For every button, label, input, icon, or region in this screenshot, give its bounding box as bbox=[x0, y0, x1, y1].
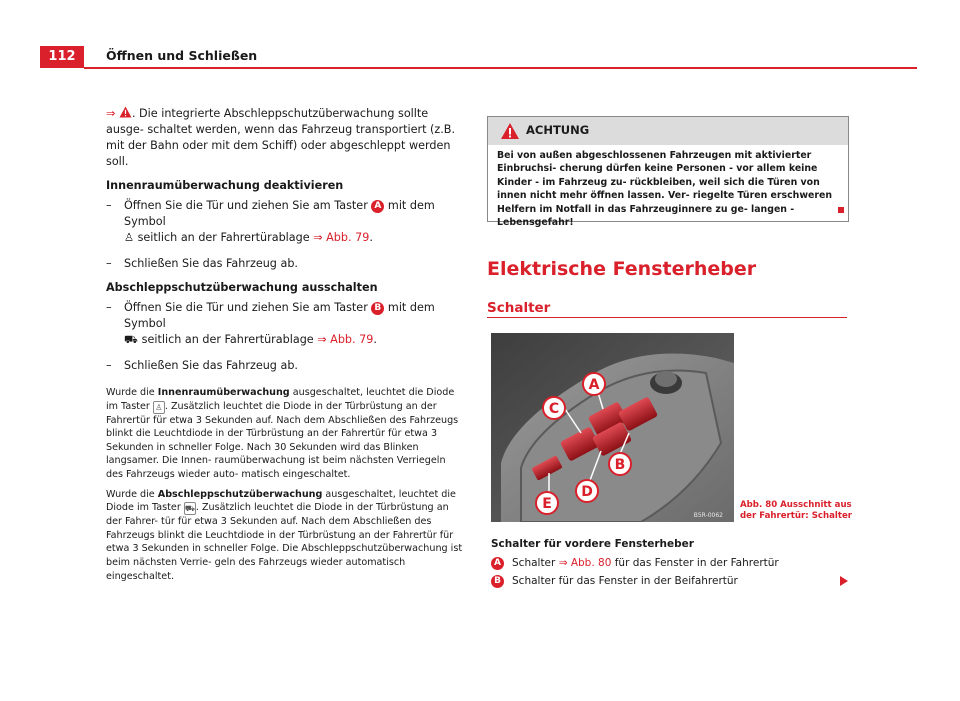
header-rule bbox=[84, 67, 917, 69]
warning-header bbox=[488, 117, 848, 145]
section-end-marker bbox=[838, 207, 844, 213]
list-item: – Schließen Sie das Fahrzeug ab. bbox=[106, 359, 298, 372]
list-item: A Schalter ⇒ Abb. 80 für das Fenster in der Fahrertür bbox=[491, 557, 504, 570]
svg-text:E: E bbox=[542, 496, 552, 512]
list-item: – Schließen Sie das Fahrzeug ab. bbox=[106, 257, 298, 270]
section-title-tow: Abschleppschutzüberwachung ausschalten bbox=[106, 281, 378, 294]
switch-list-title: Schalter für vordere Fensterheber bbox=[491, 538, 694, 550]
list-item: – Öffnen Sie die Tür und ziehen Sie am Taster B mit dem Symbol ⛟ seitlich an der Fahrertürablage ⇒ Abb. 79. bbox=[106, 301, 435, 346]
figure-ref-link[interactable]: ⇒ Abb. 79 bbox=[317, 333, 374, 346]
figure-code: B5R-0062 bbox=[693, 512, 723, 519]
intro-text: . Die integrierte Abschleppschutzüberwachung sollte ausge- schaltet werden, wenn das Fahrzeug transportiert (z.B. mit der Bahn oder mit dem Schiff) oder abgeschleppt werden soll. bbox=[106, 107, 456, 168]
figure-ref-link[interactable]: ⇒ Abb. 80 bbox=[558, 557, 612, 569]
callout-c bbox=[543, 397, 565, 419]
label-b-badge: B bbox=[371, 302, 384, 315]
label-a-badge: A bbox=[491, 557, 504, 570]
warning-triangle-icon bbox=[119, 106, 132, 118]
callout-d bbox=[576, 480, 598, 502]
page-number: 112 bbox=[40, 46, 84, 68]
section-heading: Elektrische Fensterheber bbox=[487, 258, 757, 280]
callout-b bbox=[609, 453, 631, 475]
callout-a bbox=[583, 373, 605, 395]
continue-arrow-icon bbox=[840, 576, 848, 586]
chapter-title: Öffnen und Schließen bbox=[106, 48, 258, 63]
warning-body: Bei von außen abgeschlossenen Fahrzeugen mit aktivierter Einbruchsi- cherung dürfen keine Personen - vor allem keine Kinder - im Fahrzeug zu- rückbleiben, weil sich die Türen von innen nicht mehr öffnen lassen. Ver- riegelte Türen erschweren Helfern im Notfall in das Fahrzeuginnere zu ge- langen - Lebensgefahr! bbox=[497, 150, 832, 229]
svg-text:B: B bbox=[614, 457, 626, 473]
paragraph-interior: Wurde die Innenraumüberwachung ausgeschaltet, leuchtet die Diode im Taster ♙ . Zusätzlich leuchtet die Diode in der Türbrüstung an der Fahrertür für etwa 3 Sekunden auf. Nach dem Abschließen des Fahrzeugs blinkt die Leuchtdiode in der Türbrüstung an der Fahrertür für etwa 3 Sekunden in schneller Folge. Nach 30 Sekunden wird das Blinken langsamer. Die Innen- raumüberwachung ist beim nächsten Verriegeln des Fahrzeugs wieder auto- matisch eingeschaltet. bbox=[106, 387, 459, 480]
figure-ref-link[interactable]: ⇒ Abb. 79 bbox=[313, 231, 370, 244]
list-item: – Öffnen Sie die Tür und ziehen Sie am Taster A mit dem Symbol ♙ seitlich an der Fahrertürablage ⇒ Abb. 79. bbox=[106, 199, 435, 244]
subsection-rule bbox=[487, 317, 847, 318]
interior-button-icon: ♙ bbox=[153, 401, 165, 414]
door-switch-illustration bbox=[491, 333, 734, 522]
warning-triangle-icon bbox=[500, 122, 520, 140]
interior-sensor-icon: ♙ bbox=[124, 231, 135, 244]
tow-button-icon: ⛟ bbox=[184, 504, 195, 514]
list-item: B Schalter für das Fenster in der Beifahrertür bbox=[491, 575, 504, 588]
callout-e bbox=[536, 492, 558, 514]
svg-text:C: C bbox=[548, 401, 560, 417]
page-header bbox=[40, 46, 917, 70]
svg-text:D: D bbox=[581, 484, 593, 500]
subsection-heading: Schalter bbox=[487, 300, 551, 316]
intro-paragraph bbox=[106, 106, 464, 170]
warning-box bbox=[487, 116, 849, 229]
svg-text:A: A bbox=[588, 377, 600, 393]
figure-caption: Abb. 80 Ausschnitt aus der Fahrertür: Schalter bbox=[740, 500, 853, 521]
label-a-badge: A bbox=[371, 200, 384, 213]
intro-arrow: ⇒ bbox=[106, 107, 116, 120]
left-column bbox=[106, 106, 464, 583]
tow-sensor-icon: ⛟ bbox=[124, 333, 139, 346]
section-title-interior: Innenraumüberwachung deaktivieren bbox=[106, 179, 344, 192]
warning-title: ACHTUNG bbox=[526, 123, 590, 137]
label-b-badge: B bbox=[491, 575, 504, 588]
door-switch-figure bbox=[491, 333, 734, 522]
paragraph-tow: Wurde die Abschleppschutzüberwachung ausgeschaltet, leuchtet die Diode im Taster ⛟. Zusätzlich leuchtet die Diode in der Türbrüstung an der Fahrer- tür für etwa 3 Sekunden auf. Nach dem Abschließen des Fahrzeugs blinkt die Leuchtdiode in der Türbrüstung an der Fahrertür für etwa 3 Sekunden in schneller Folge. Die Abschleppschutzüberwachung ist beim nächsten Verrie- geln des Fahrzeugs wieder automatisch eingeschaltet. bbox=[106, 488, 463, 582]
